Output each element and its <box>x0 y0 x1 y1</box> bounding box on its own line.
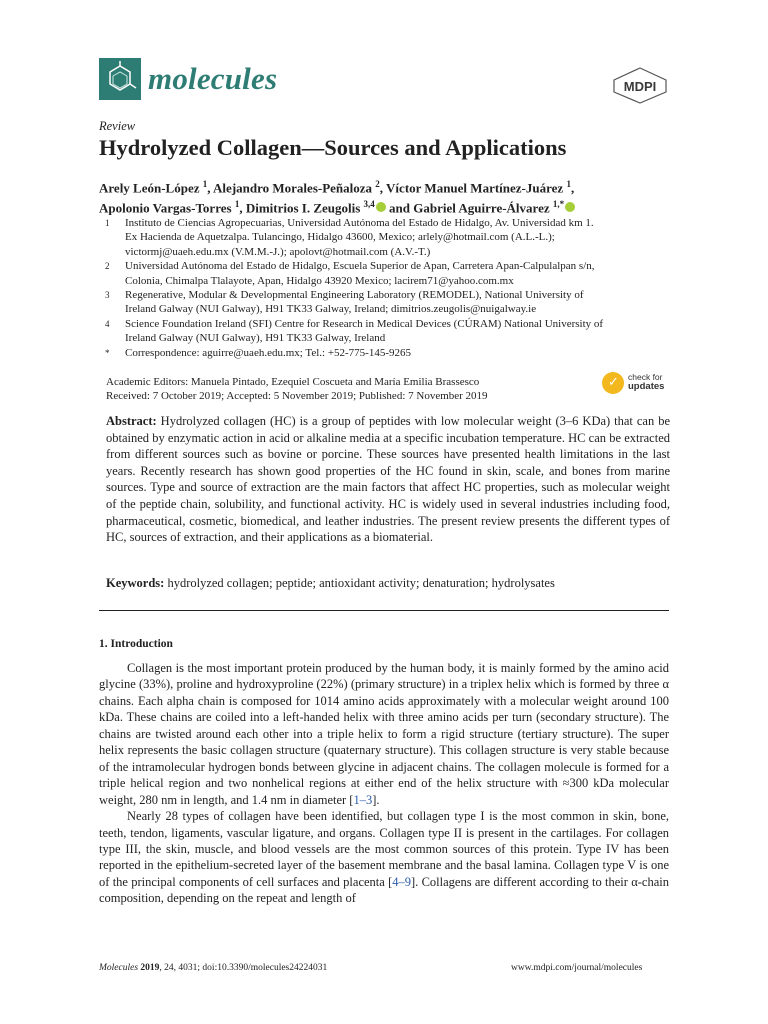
check-for-updates-button[interactable]: ✓ check for updates <box>602 372 672 398</box>
correspondence: * Correspondence: aguirre@uaeh.edu.mx; Tel.: +52-775-145-9265 <box>105 346 412 359</box>
author-name[interactable]: Gabriel Aguirre-Álvarez <box>413 200 550 216</box>
article-title: Hydrolyzed Collagen—Sources and Applications <box>99 135 567 160</box>
body-text <box>99 660 669 907</box>
publisher-logo <box>612 66 668 104</box>
abstract-text: Hydrolyzed collagen (HC) is a group of peptides with low molecular weight (3–6 KDa) that can be obtained by enzymatic action in acid or alkaline media at a specific incubation temperature. HC can be extracted from different sources such as bovine or porcine. These sources have presented health limitations in the last years. Recently research has shown good properties of the HC found in skin, scale, and bones from marine sources. Type and source of extraction are the main factors that affect HC properties, such as molecular weight of the peptide chain, solubility, and functional activity. HC is widely used in several industries including food, pharmaceutical, cosmetic, biomedical, and leather industries. The present review presents the different types of HC, sources of extraction, and their applications as a biomaterial. <box>106 414 670 545</box>
keywords-label: Keywords: <box>106 576 165 590</box>
keywords <box>106 575 670 591</box>
author-name[interactable]: Dimitrios I. Zeugolis <box>245 200 361 216</box>
abstract-label: Abstract: <box>106 414 157 428</box>
author-name[interactable]: Alejandro Morales-Peñaloza <box>213 180 373 196</box>
journal-logo-icon <box>99 58 141 100</box>
affiliations <box>99 216 679 360</box>
orcid-icon[interactable] <box>376 202 386 212</box>
author-name[interactable]: Víctor Manuel Martínez-Juárez <box>386 180 564 196</box>
citation-link[interactable]: 4–9 <box>392 874 412 889</box>
publisher-name: MDPI <box>623 79 657 94</box>
paragraph: Collagen is the most important protein produced by the human body, it is mainly formed by the amino acid glycine (33%), proline and hydroxyproline (22%) (primary structure) in a triplex helix which is formed by three α chains. Each alpha chain is composed for 1014 amino acids approximately with a molecular weight around 100 kDa. These chains are coiled into a left-handed helix with three amino acids per turn (secondary structure). The chains are twisted around each other into a triple helix to form a rigid structure (tertiary structure). The super helix represents the basic collagen structure (quaternary structure). This collagen structure is very stable because of the intramolecular hydrogen bonds between glycine in adjacent chains. The collagen molecule is formed for a triple helical region and two nonhelical regions at either end of the helix structure with ≈300 kDa molecular weight, 280 nm in length, and 1.4 nm in diameter [1–3]. <box>99 661 669 807</box>
abstract <box>106 413 670 546</box>
orcid-icon[interactable] <box>565 202 575 212</box>
paragraph: Nearly 28 types of collagen have been identified, but collagen type I is the most common in skin, bone, teeth, tendon, ligaments, vascular ligature, and organs. Collagen type II is present in the cartilages. For collagen type III, the skin, muscle, and blood vessels are the most common sources of this protein. Type IV has been reported in the epithelium-secreted layer of the basement membrane and the basal lamina. Collagen type V is one of the principal components of cell surfaces and placenta [4–9]. Collagens are different according to their α-chain composition, depending on the repeat and length of <box>99 809 669 906</box>
author-list: Arely León-López $^1$, Alejandro Morales-Peñaloza $^2$, Víctor Manuel Martínez-Juárez $^1$, Apolonio Vargas-Torres $^1$, Dimitrios I. Zeugolis $^{3,4}$ and Gabriel Aguirre-Álvarez $^{1,*}$ <box>99 179 575 216</box>
divider <box>99 610 669 611</box>
checkmark-icon: ✓ <box>608 375 619 390</box>
journal-name: molecules <box>148 61 278 96</box>
section-heading: 1. Introduction <box>99 638 173 650</box>
footer-url[interactable]: www.mdpi.com/journal/molecules <box>511 963 643 973</box>
affiliation-item: 1 Instituto de Ciencias Agropecuarias, Universidad Autónoma del Estado de Hidalgo, Av. Universidad km 1. Ex Hacienda de Aquetzalpa. Tulancingo, Hidalgo 43600, Mexico; arlely@hotmail.com (A.L.-L.); victormj@uaeh.edu.mx (V.M.M.-J.); apolovt@hotmail.com (A.V.-T.) <box>105 217 594 258</box>
keywords-text: hydrolyzed collagen; peptide; antioxidant activity; denaturation; hydrolysates <box>167 576 555 590</box>
affiliation-item: 2 Universidad Autónoma del Estado de Hidalgo, Escuela Superior de Apan, Carretera Apan-Calpulalpan s/n, Colonia, Chimalpa Tlalayote, Apan, Hidalgo 43920 Mexico; lacirem71@yahoo.com.mx <box>105 260 595 287</box>
author-name[interactable]: Arely León-López <box>99 180 200 196</box>
article-type: Review <box>99 119 136 133</box>
footer-citation: Molecules 2019, 24, 4031; doi:10.3390/molecules24224031 <box>99 963 328 973</box>
affiliation-item: 4 Science Foundation Ireland (SFI) Centre for Research in Medical Devices (CÚRAM) National University of Ireland Galway (NUI Galway), H91 TK33 Galway, Ireland <box>105 317 604 345</box>
citation-link[interactable]: 1–3 <box>353 792 373 807</box>
academic-editors: Academic Editors: Manuela Pintado, Ezequiel Coscueta and María Emilia Brassesco <box>106 376 480 388</box>
affiliation-item: 3 Regenerative, Modular & Developmental Engineering Laboratory (REMODEL), National University of Ireland Galway (NUI Galway), H91 TK33 Galway, Ireland; dimitrios.zeugolis@nuigalway.ie <box>105 289 584 316</box>
publication-dates: Received: 7 October 2019; Accepted: 5 November 2019; Published: 7 November 2019 <box>106 390 488 402</box>
author-name[interactable]: Apolonio Vargas-Torres <box>99 200 232 216</box>
